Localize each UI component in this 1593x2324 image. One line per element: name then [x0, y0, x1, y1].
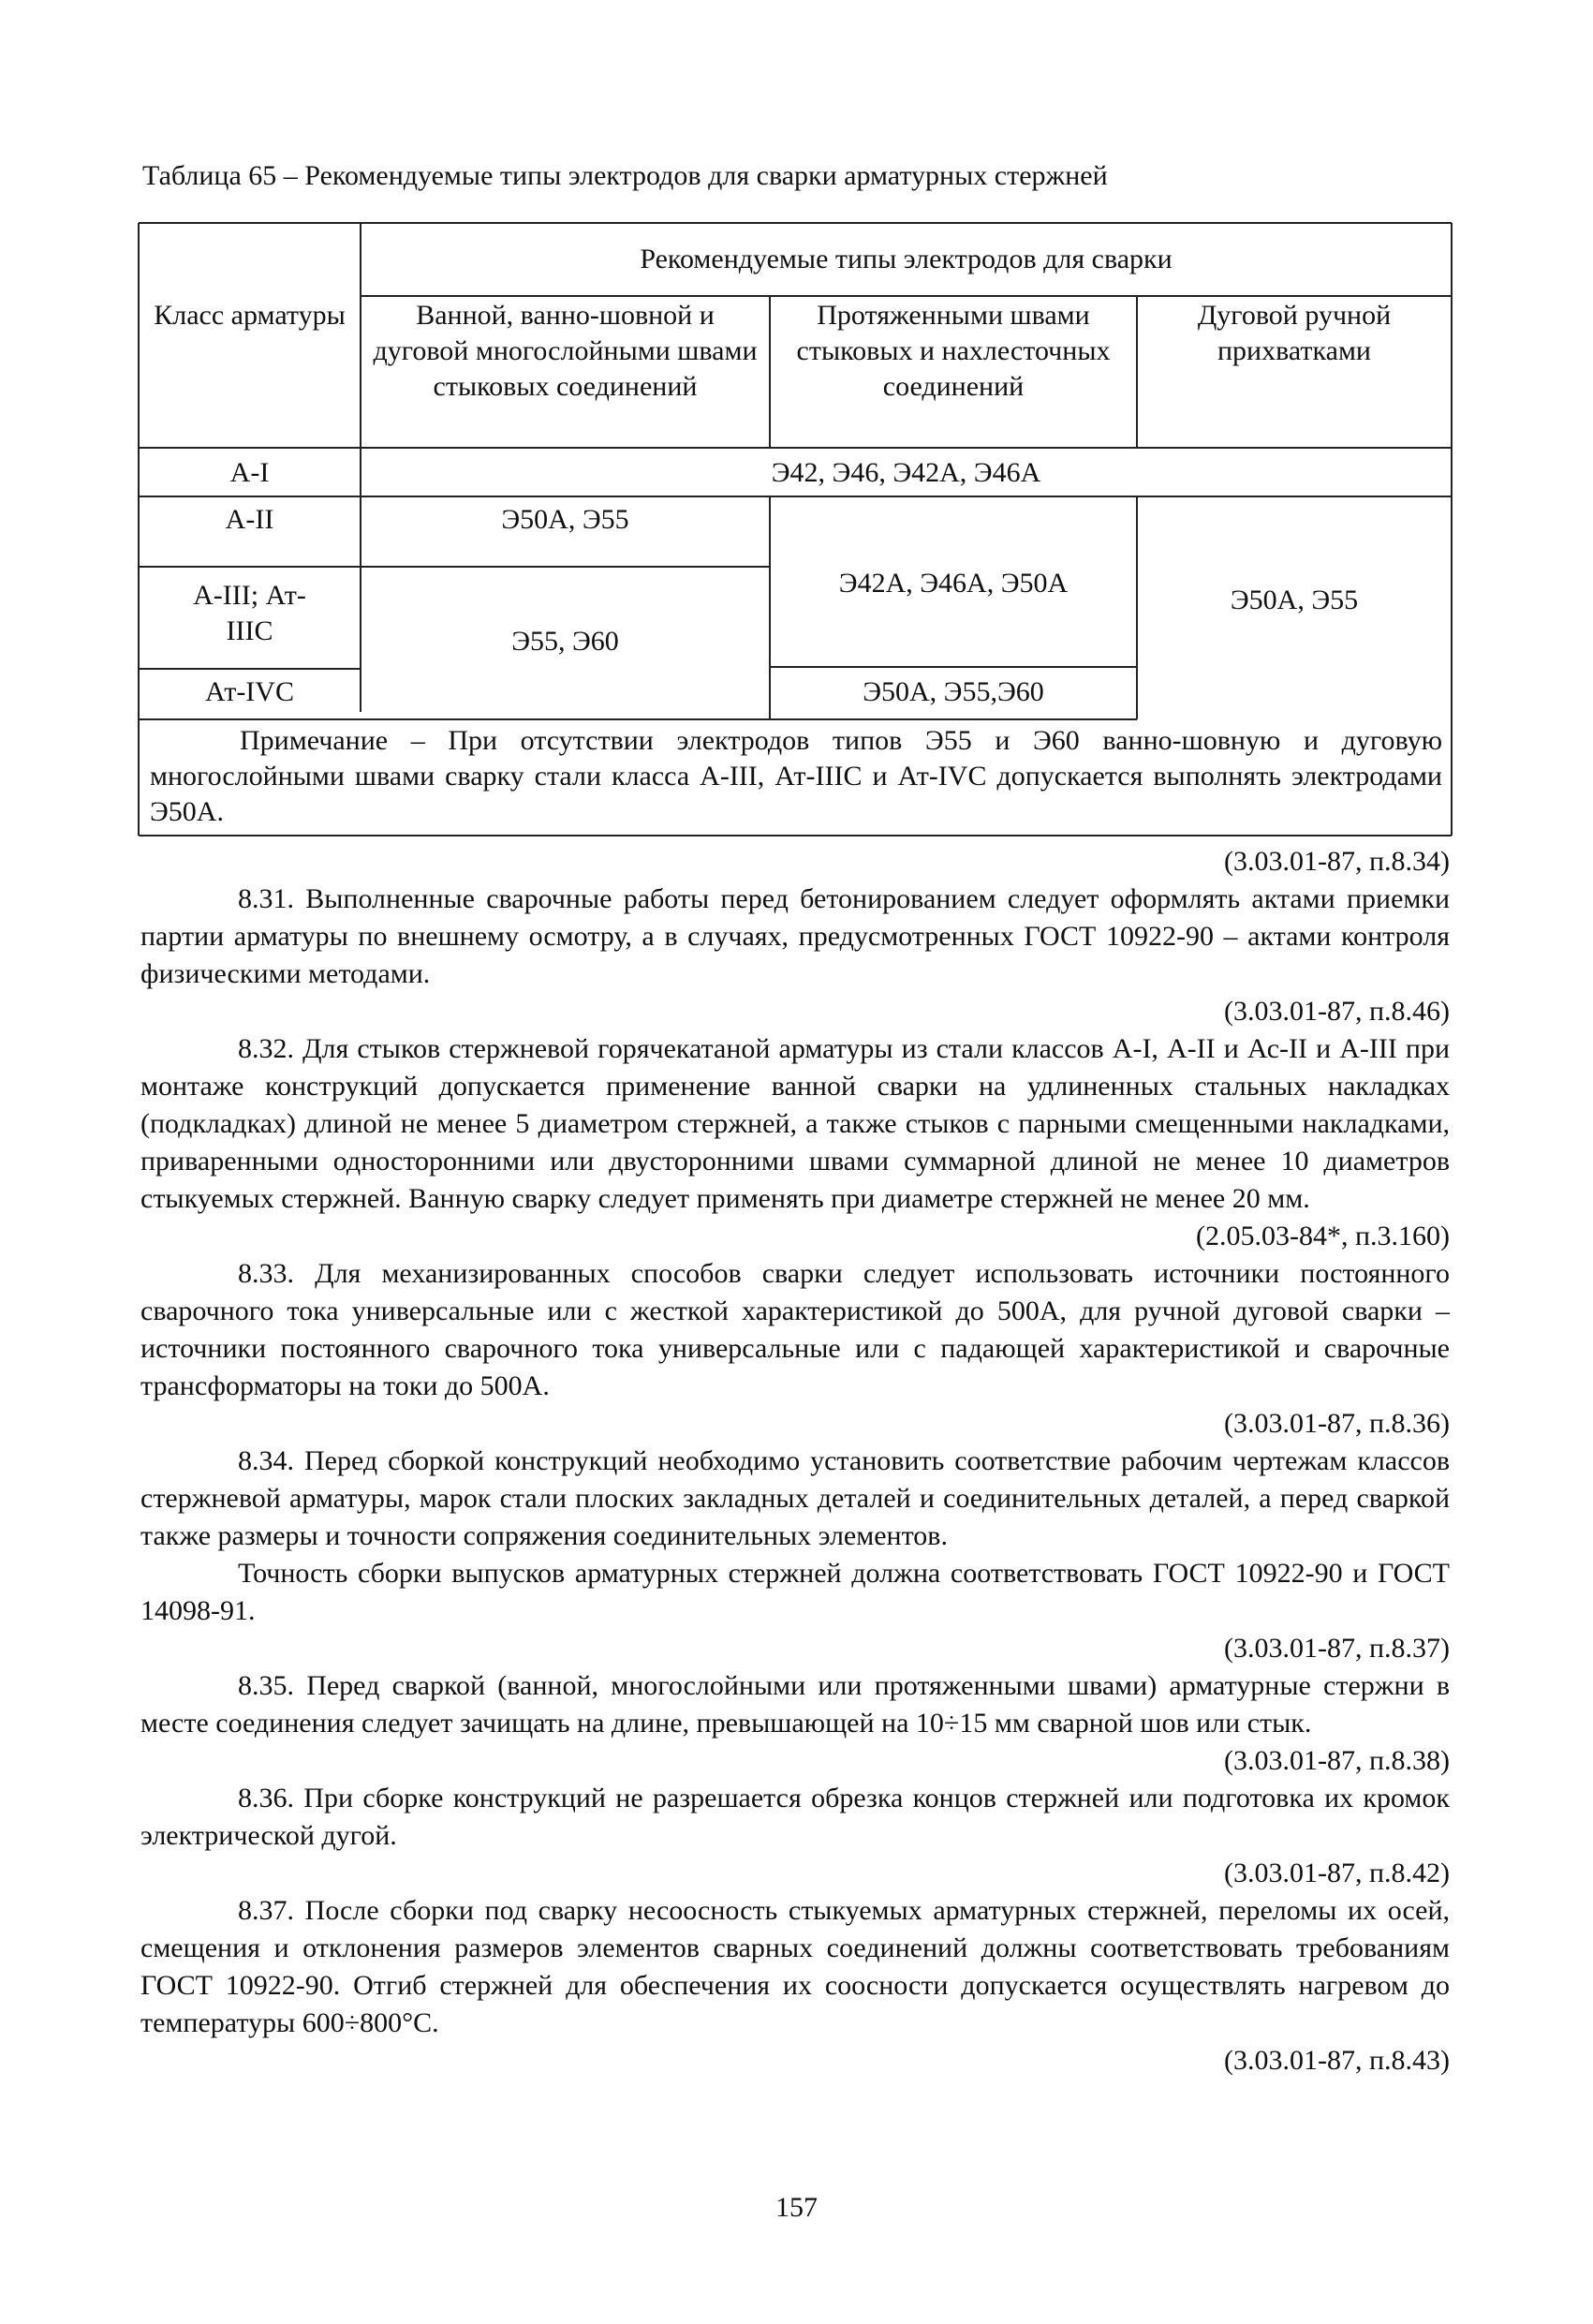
row-a23-col2: Э42А, Э46А, Э50А: [838, 568, 1069, 599]
page-number: 157: [775, 2192, 818, 2223]
paragraph: 8.32. Для стыков стержневой горячекатаной арматуры из стали классов А-I, А-II и Ас-II и А-III при монтаже конструкций допускается применение ванной сварки на удлиненных стальных накладках (подкладках) длиной не менее 5 диаметром стержней, а также стыков с парными смещенными накладками, приваренными односторонними или двусторонними швами суммарной длиной не менее 10 диаметров стыкуемых стержней. Ванную сварку следует применять при диаметре стержней не менее 20 мм.: [140, 1033, 1450, 1214]
body-text: [140, 843, 1450, 2080]
header-col-tack-weld: Дуговой ручной прихватками: [1197, 300, 1392, 366]
paragraph: Точность сборки выпусков арматурных стержней должна соответствовать ГОСТ 10922-90 и ГОСТ 14098-91.: [140, 1558, 1450, 1626]
row-a1-class: А-I: [229, 457, 270, 488]
row-a3-col1: Э55, Э60: [511, 626, 619, 657]
row-a2-col1: Э50А, Э55: [501, 504, 629, 535]
header-class: Класс арматуры: [154, 300, 346, 331]
paragraph: 8.35. Перед сваркой (ванной, многослойными или протяженными швами) арматурные стержни в месте соединения следует зачищать на длине, превышающей на 10÷15 мм сварной шов или стык.: [140, 1670, 1450, 1739]
reference-line: (3.03.01-87, п.8.37): [1223, 1633, 1450, 1664]
col3-merged: Э50А, Э55: [1230, 585, 1359, 615]
reference-line: (3.03.01-87, п.8.43): [1223, 2045, 1450, 2076]
reference-line: (3.03.01-87, п.8.42): [1223, 1858, 1450, 1888]
table-caption: Таблица 65 – Рекомендуемые типы электродов для сварки арматурных стержней: [142, 160, 1108, 191]
row-a3-class: А-III; Ат-IIIC: [193, 580, 306, 646]
paragraph: 8.33. Для механизированных способов сварки следует использовать источники постоянного сварочного тока универсальные или с жесткой характеристикой до 500А, для ручной дуговой сварки – источники постоянного сварочного тока универсальные или с падающей характеристикой и сварочные трансформаторы на токи до 500А.: [140, 1258, 1450, 1401]
header-group: Рекомендуемые типы электродов для сварки: [640, 244, 1173, 274]
reference-line: (3.03.01-87, п.8.34): [1223, 846, 1450, 877]
row-at4-col2: Э50А, Э55,Э60: [863, 676, 1044, 707]
table-note: Примечание – При отсутствии электродов типов Э55 и Э60 ванно-шовную и дуговую многослойными швами сварку стали класса А-III, Ат-IIIC и Ат-IVC допускается выполнять электродами Э50А.: [150, 725, 1442, 827]
paragraph: 8.36. При сборке конструкций не разрешается обрезка концов стержней или подготовка их кромок электрической дугой.: [140, 1783, 1450, 1851]
header-col-long-seams: Протяженными швами стыковых и нахлесточных соединений: [796, 300, 1111, 402]
reference-line: (3.03.01-87, п.8.38): [1223, 1745, 1450, 1776]
row-at4-class: Ат-IVC: [205, 676, 294, 707]
reference-line: (3.03.01-87, п.8.46): [1223, 996, 1450, 1027]
header-col-bath-weld: Ванной, ванно-шовной и дуговой многослойными швами стыковых соединений: [373, 300, 758, 402]
reference-line: (3.03.01-87, п.8.36): [1223, 1408, 1450, 1439]
paragraph: 8.34. Перед сборкой конструкций необходимо установить соответствие рабочим чертежам классов стержневой арматуры, марок стали плоских закладных деталей и соединительных деталей, а перед сваркой также размеры и точности сопряжения соединительных элементов.: [140, 1445, 1450, 1551]
paragraph: 8.37. После сборки под сварку несоосность стыкуемых арматурных стержней, переломы их осей, смещения и отклонения размеров элементов сварных соединений должны соответствовать требованиям ГОСТ 10922-90. Отгиб стержней для обеспечения их соосности допускается осуществлять нагревом до температуры 600÷800°С.: [140, 1895, 1450, 2038]
row-a1-value: Э42, Э46, Э42А, Э46А: [771, 457, 1041, 488]
row-a2-class: А-II: [225, 504, 274, 535]
paragraph: 8.31. Выполненные сварочные работы перед бетонированием следует оформлять актами приемки партии арматуры по внешнему осмотру, а в случаях, предусмотренных ГОСТ 10922-90 – актами контроля физическими методами.: [140, 883, 1450, 989]
reference-line: (2.05.03-84*, п.3.160): [1195, 1221, 1450, 1251]
